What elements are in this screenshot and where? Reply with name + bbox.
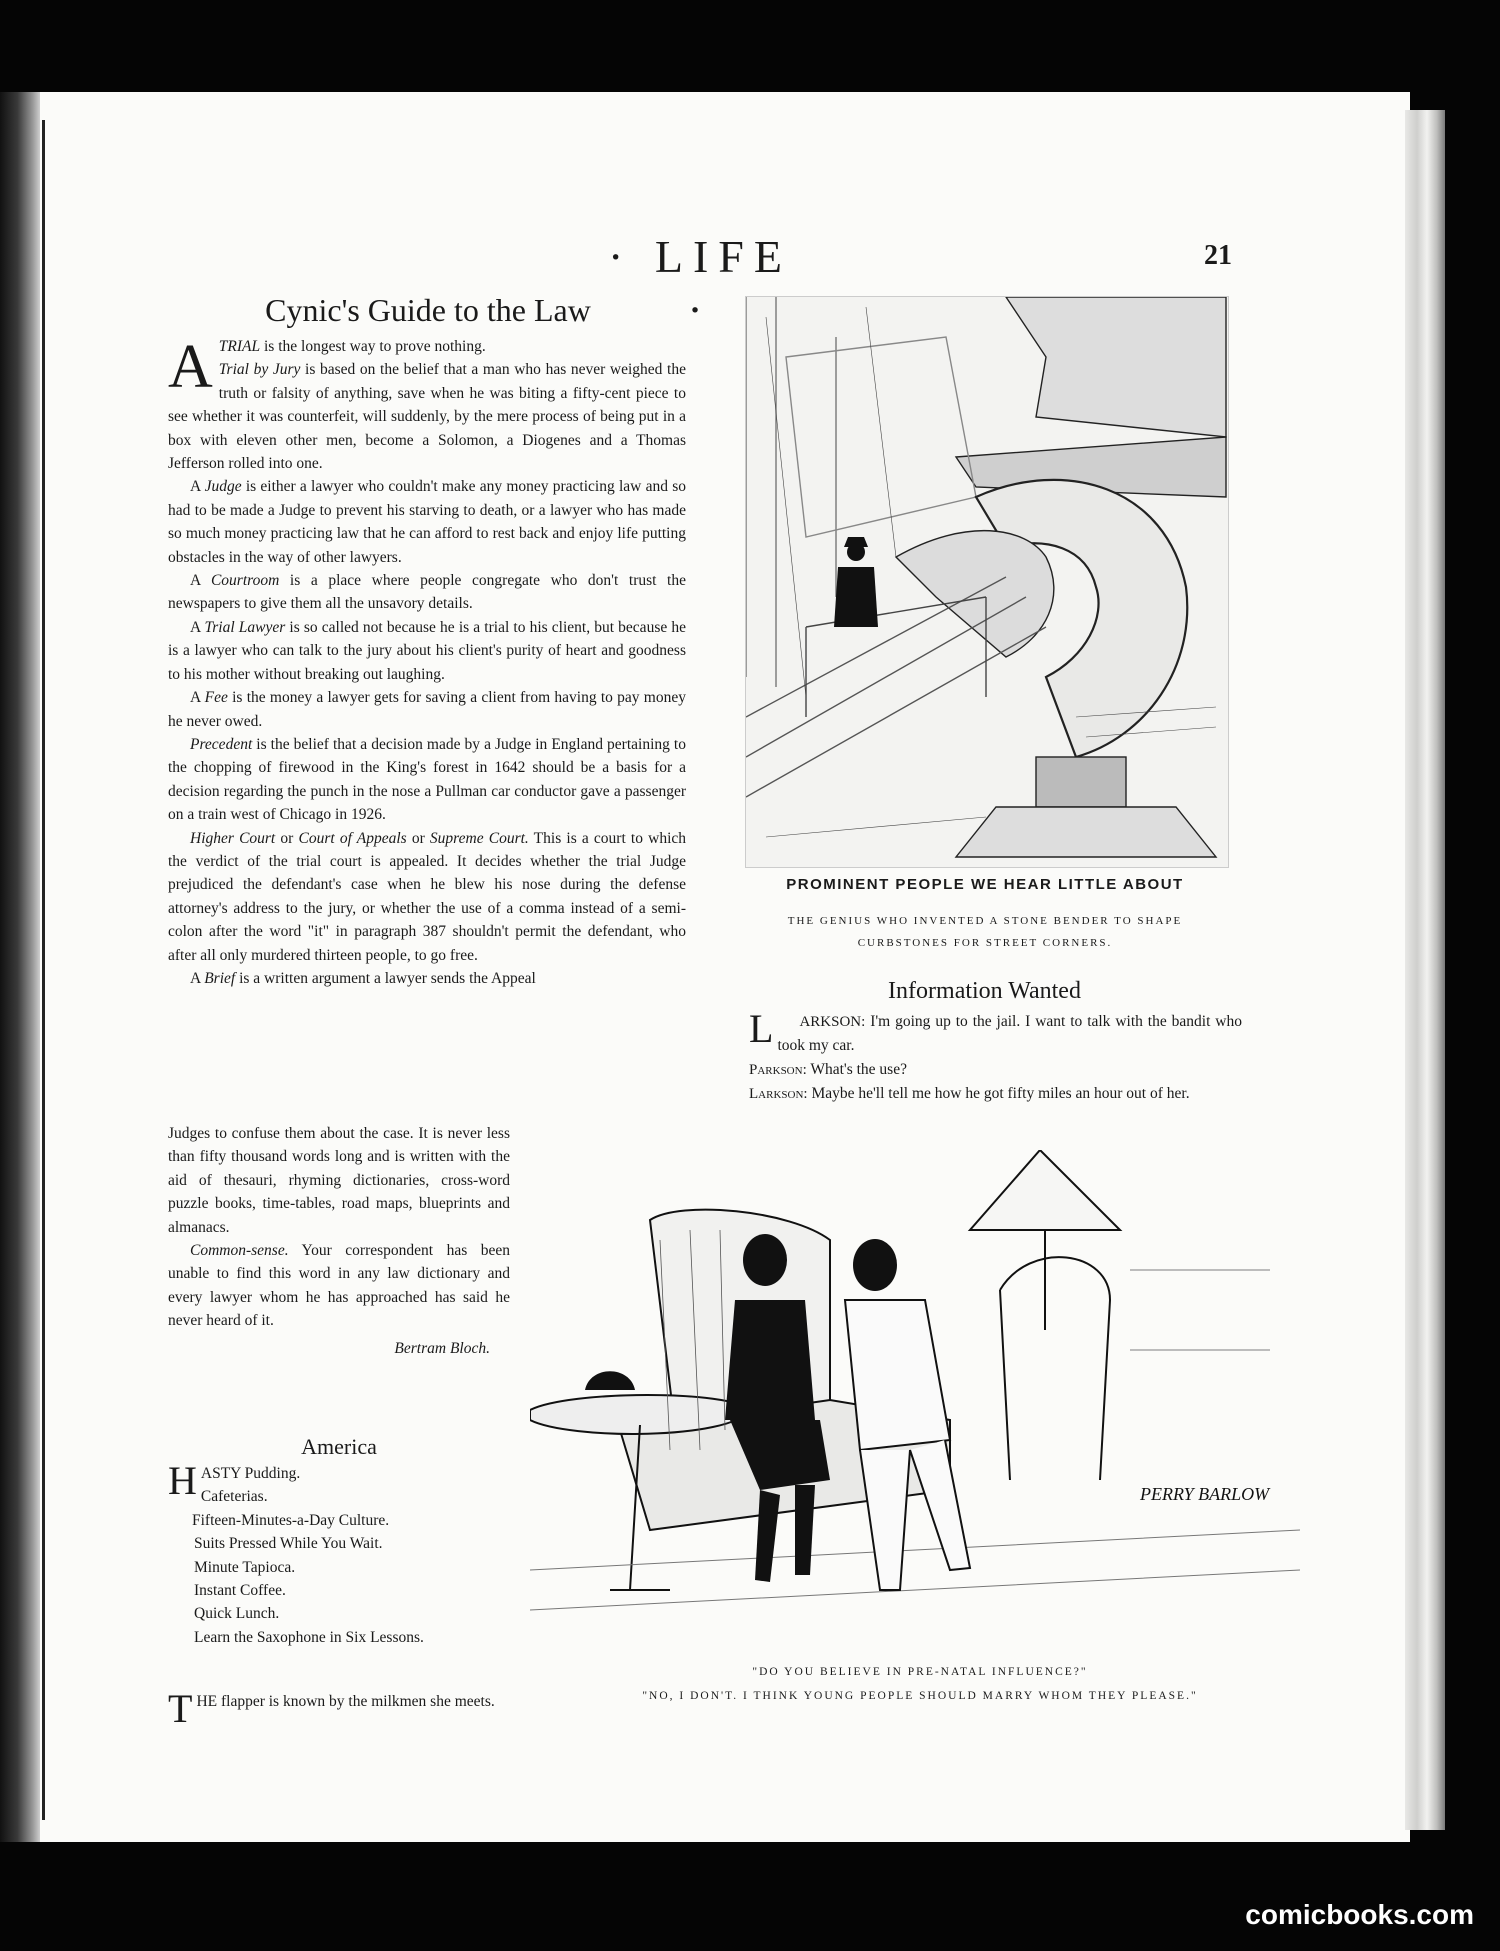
paragraph-common-sense [168, 1239, 510, 1333]
article-cynic-body [168, 335, 686, 990]
term-trial-lawyer: Trial Lawyer [204, 618, 286, 636]
watermark: comicbooks.com [1245, 1899, 1474, 1930]
speaker: ARKSON: [799, 1014, 866, 1030]
term-common-sense: Common-sense. [190, 1242, 289, 1260]
dropcap-t: T [168, 1686, 193, 1731]
dialogue-line [727, 1082, 1242, 1106]
article-title-america: America [301, 1434, 377, 1459]
dialogue-line [727, 1006, 1242, 1058]
paragraph-courts: Higher Court or Court of Appeals or Supreme Court. This is a court to which the verdict of the trial court is appealed. It decides whether the trial Judge prejudiced the defendant's case when he blew his nose during the defense attorney's address to the jury, or whether the use of a comma instead of a semi-colon after the word "it" in paragraph 387 shouldn't permit the defendant, who after all only murdered thirteen people, to go free. [168, 829, 687, 964]
term-trial-by-jury: Trial by Jury [218, 361, 301, 379]
caption-line: CURBSTONES FOR STREET CORNERS. [857, 937, 1113, 949]
term-precedent: Precedent [190, 735, 253, 753]
paragraph-brief-start: A Brief is a written argument a lawyer sends the Appeal [190, 969, 536, 987]
paragraph-text: Your correspondent has been unable to find this word in any law dictionary and every lawyer whom he has approached has said he never heard of it. [168, 1242, 510, 1330]
paragraph-text: is a written argument a lawyer sends the Appeal [235, 969, 536, 987]
dropcap-h: H [168, 1458, 197, 1503]
book-gutter [0, 92, 44, 1842]
paragraph-precedent [168, 733, 686, 827]
paragraph-courtroom: A Courtroom is a place where people congregate who don't trust the newspapers to give them all the unsavory details. [168, 572, 686, 613]
paragraph-brief-end: Judges to confuse them about the case. It is never less than fifty thousand words long and is written with the aid of thesauri, rhyming dictionaries, cross-word puzzle books, time-tables, road maps, blueprints and almanacs. [168, 1125, 510, 1236]
paragraph-text: is based on the belief that a man who has never weighed the truth or falsity of anything, save when he was biting a fifty-cent piece to see whether it was counterfeit, will suddenly, by the mere process of being put in a box with eleven other men, become a Solomon, a Diogenes and a Thomas Jefferson rolled into one. [168, 361, 686, 473]
term-trial: TRIAL [218, 338, 261, 355]
paragraph-fee: A Fee is the money a lawyer gets for saving a client from having to pay money he never owed. [168, 689, 686, 730]
term-higher-court: Higher Court [190, 829, 276, 847]
term-court-of-appeals: Court of Appeals [298, 829, 407, 847]
article-title-cynic: Cynic's Guide to the Law [265, 292, 591, 328]
spine-line [42, 120, 45, 1820]
cartoon-couple-sofa [530, 1150, 1300, 1640]
term-brief: Brief [204, 969, 236, 987]
caption-line: "DO YOU BELIEVE IN PRE-NATAL INFLUENCE?" [752, 1666, 1088, 1678]
term-judge: Judge [204, 478, 242, 496]
paragraph-text: is a place where people congregate who don't trust the newspapers to give them all the unsavory details. [168, 572, 686, 613]
dialogue-text: Maybe he'll tell me how he got fifty miles an hour out of her. [807, 1085, 1190, 1103]
caption-line: "NO, I DON'T. I THINK YOUNG PEOPLE SHOULD MARRY WHOM THEY PLEASE." [642, 1690, 1198, 1702]
paragraph-judge: A Judge is either a lawyer who couldn't make any money practicing law and so had to be made a Judge to prevent his starving to death, or a lawyer who has made so much money practicing law that he can afford to rest back and enjoy life putting obstacles in the way of other lawyers. [168, 478, 686, 566]
caption-text [730, 910, 1240, 954]
paragraph-text: This is a court to which the verdict of the trial court is appealed. It decides whether the trial Judge prejudiced the defendant's case when he blew his nose during the defense attorney's address to the jury, or whether the use of a comma instead of a semi-colon after the word "it" in paragraph 387 shouldn't permit the defendant, who after all only murdered thirteen people, to go free. [168, 829, 687, 964]
cartoon-caption [560, 1660, 1280, 1708]
paragraph-text: is the longest way to prove nothing. [260, 338, 486, 355]
list-item: Minute Tapioca. [194, 1558, 296, 1576]
paragraph-text: is so called not because he is a trial to his client, but because he is a lawyer who can talk to the jury about his client's purity of heart and goodness to his mother without breaking out laughing. [168, 618, 686, 683]
speaker: Larkson: [749, 1086, 808, 1103]
paragraph-text: is the money a lawyer gets for saving a client from having to pay money he never owed. [168, 689, 686, 730]
list-item: Instant Coffee. [194, 1582, 286, 1600]
paragraph-text: is either a lawyer who couldn't make any money practicing law and so had to be made a Judge to prevent his starving to death, or a lawyer who has made so much money practicing law that he can afford to rest back and enjoy life putting obstacles in the way of other lawyers. [168, 478, 686, 566]
dialogue-text: I'm going up to the jail. I want to talk with the bandit who took my car. [777, 1013, 1242, 1055]
list-item: Quick Lunch. [194, 1605, 280, 1623]
flapper-quip [168, 1686, 518, 1731]
caption-line: THE GENIUS WHO INVENTED A STONE BENDER TO SHAPE [787, 915, 1183, 927]
america-list [168, 1458, 528, 1649]
cartoon-stone-bender [745, 296, 1229, 868]
paragraph-trial-lawyer: A Trial Lawyer is so called not because he is a trial to his client, but because he is a lawyer who can talk to the jury about his client's purity of heart and goodness to his mother without breaking out laughing. [168, 618, 686, 683]
speaker: Parkson: [749, 1061, 807, 1078]
caption-title: PROMINENT PEOPLE WE HEAR LITTLE ABOUT [786, 876, 1184, 893]
dialogue-text: What's the use? [806, 1060, 907, 1078]
page-stack-edge [1405, 110, 1445, 1830]
term-fee: Fee [204, 689, 228, 707]
list-item: ASTY Pudding. [200, 1465, 301, 1482]
term-courtroom: Courtroom [210, 572, 280, 590]
term-supreme-court: Supreme Court. [429, 829, 529, 847]
page-number: 21 [1204, 240, 1232, 271]
paragraph-text: HE flapper is known by the milkmen she meets. [196, 1693, 495, 1710]
list-item: Suits Pressed While You Wait. [194, 1535, 383, 1553]
paragraph-text: is the belief that a decision made by a Judge in England pertaining to the chopping of firewood in the King's forest in 1642 should be a basis for a decision regarding the punch in the nose a Pullman car conductor gave a passenger on a train west of Chicago in 1926. [168, 735, 686, 824]
paragraph-trial [168, 335, 686, 475]
dropcap-l: L [749, 1006, 774, 1051]
list-item: Cafeterias. [200, 1488, 268, 1506]
article-cynic-narrow [168, 1122, 510, 1360]
masthead: · LIFE · [608, 231, 792, 335]
dropcap-a: A [168, 333, 213, 401]
artist-signature: PERRY BARLOW [1140, 1484, 1270, 1504]
list-item: Fifteen-Minutes-a-Day Culture. [192, 1511, 390, 1529]
author-signature: Bertram Bloch. [394, 1339, 490, 1357]
dialogue-line [727, 1058, 1242, 1082]
info-dialogue [727, 1006, 1242, 1107]
list-item: Learn the Saxophone in Six Lessons. [194, 1628, 424, 1646]
article-title-info: Information Wanted [888, 978, 1081, 1004]
